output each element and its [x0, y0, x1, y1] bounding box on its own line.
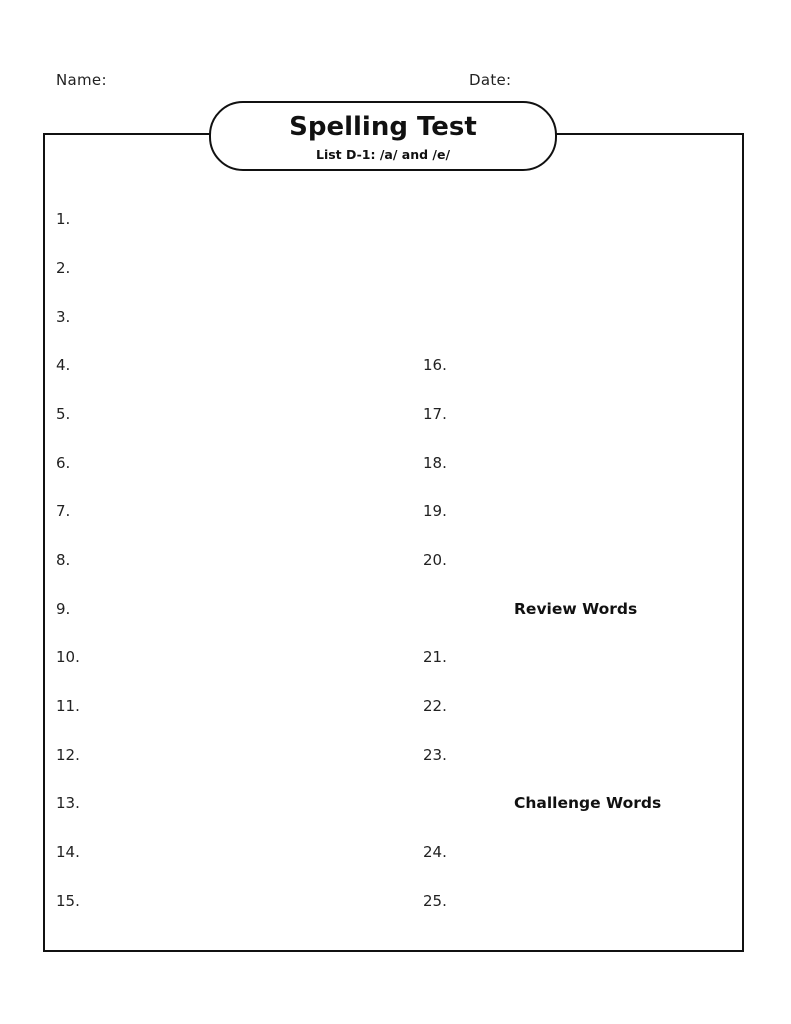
item-number: 8. [56, 551, 71, 569]
review-words-heading: Review Words [514, 600, 638, 618]
item-number: 4. [56, 356, 71, 374]
item-number: 23. [423, 746, 447, 764]
item-number: 18. [423, 454, 447, 472]
item-number: 7. [56, 502, 71, 520]
challenge-words-heading: Challenge Words [514, 794, 662, 812]
item-number: 13. [56, 794, 80, 812]
date-label: Date: [469, 71, 512, 89]
item-number: 15. [56, 892, 80, 910]
item-number: 16. [423, 356, 447, 374]
test-frame [43, 133, 744, 952]
page-title: Spelling Test [289, 112, 477, 142]
item-number: 25. [423, 892, 447, 910]
item-number: 12. [56, 746, 80, 764]
item-number: 11. [56, 697, 80, 715]
item-number: 21. [423, 648, 447, 666]
title-banner [209, 101, 557, 171]
item-number: 17. [423, 405, 447, 423]
item-number: 22. [423, 697, 447, 715]
item-number: 9. [56, 600, 71, 618]
item-number: 1. [56, 210, 71, 228]
list-subtitle: List D-1: /a/ and /e/ [315, 147, 451, 162]
item-number: 24. [423, 843, 447, 861]
name-label: Name: [56, 71, 107, 89]
item-number: 2. [56, 259, 71, 277]
item-number: 19. [423, 502, 447, 520]
item-number: 6. [56, 454, 71, 472]
item-number: 3. [56, 308, 71, 326]
item-number: 5. [56, 405, 71, 423]
item-number: 14. [56, 843, 80, 861]
item-number: 20. [423, 551, 447, 569]
item-number: 10. [56, 648, 80, 666]
